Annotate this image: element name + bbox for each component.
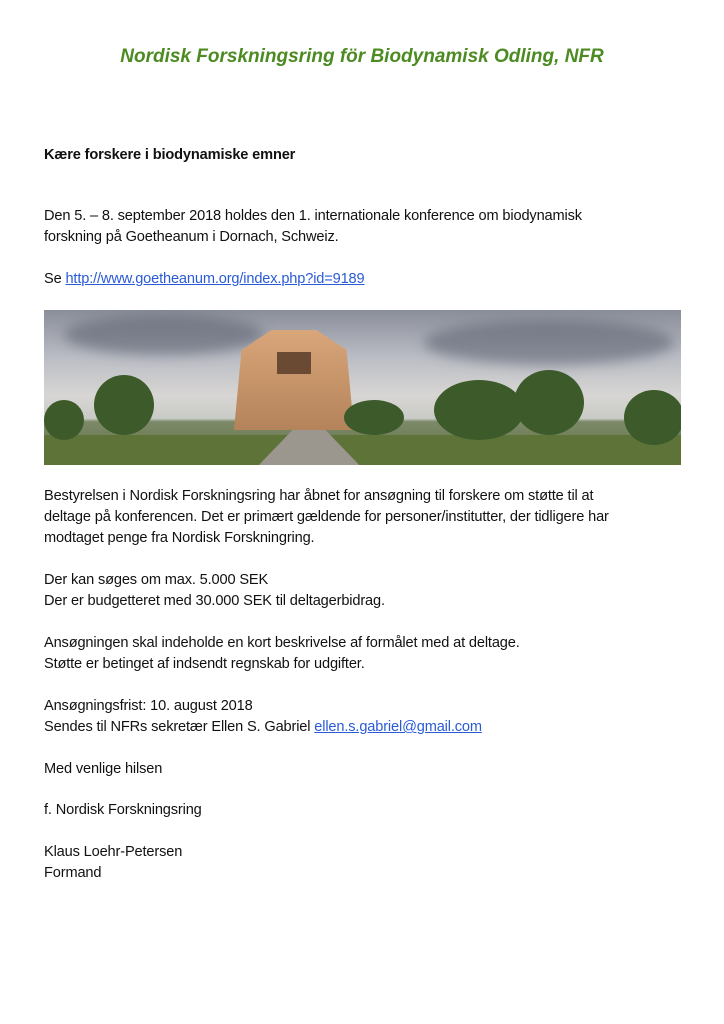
body1-line-2: deltage på konferencen. Det er primært gældende for personer/institutter, der tidligere har <box>44 509 609 525</box>
greeting: Kære forskere i biodynamiske emner <box>44 147 296 163</box>
send-line <box>44 717 482 738</box>
body3-line-2: Støtte er betinget af indsendt regnskab for udgifter. <box>44 656 365 672</box>
body3-line-1: Ansøgningen skal indeholde en kort beskrivelse af formålet med at deltage. <box>44 635 520 651</box>
signatory-role: Formand <box>44 865 102 881</box>
body1-line-3: modtaget penge fra Nordisk Forskningring. <box>44 530 315 546</box>
body2-line-1: Der kan søges om max. 5.000 SEK <box>44 572 269 588</box>
send-prefix: Sendes til NFRs sekretær Ellen S. Gabriel <box>44 719 311 735</box>
signatory-name: Klaus Loehr-Petersen <box>44 844 183 860</box>
goetheanum-link[interactable]: http://www.goetheanum.org/index.php?id=9189 <box>65 271 365 287</box>
document-title: Nordisk Forskningsring för Biodynamisk Odling, NFR <box>120 46 604 67</box>
intro-line-1: Den 5. – 8. september 2018 holdes den 1. internationale konference om biodynamisk <box>44 208 582 224</box>
closing: Med venlige hilsen <box>44 761 163 777</box>
body2-line-2: Der er budgetteret med 30.000 SEK til deltagerbidrag. <box>44 593 385 609</box>
organization: f. Nordisk Forskningsring <box>44 802 202 818</box>
deadline: Ansøgningsfrist: 10. august 2018 <box>44 698 253 714</box>
see-line <box>44 269 365 290</box>
goetheanum-photo <box>44 310 681 465</box>
email-link[interactable]: ellen.s.gabriel@gmail.com <box>314 719 482 735</box>
see-prefix: Se <box>44 271 62 287</box>
body1-line-1: Bestyrelsen i Nordisk Forskningsring har åbnet for ansøgning til forskere om støtte til at <box>44 488 594 504</box>
intro-line-2: forskning på Goetheanum i Dornach, Schweiz. <box>44 229 339 245</box>
